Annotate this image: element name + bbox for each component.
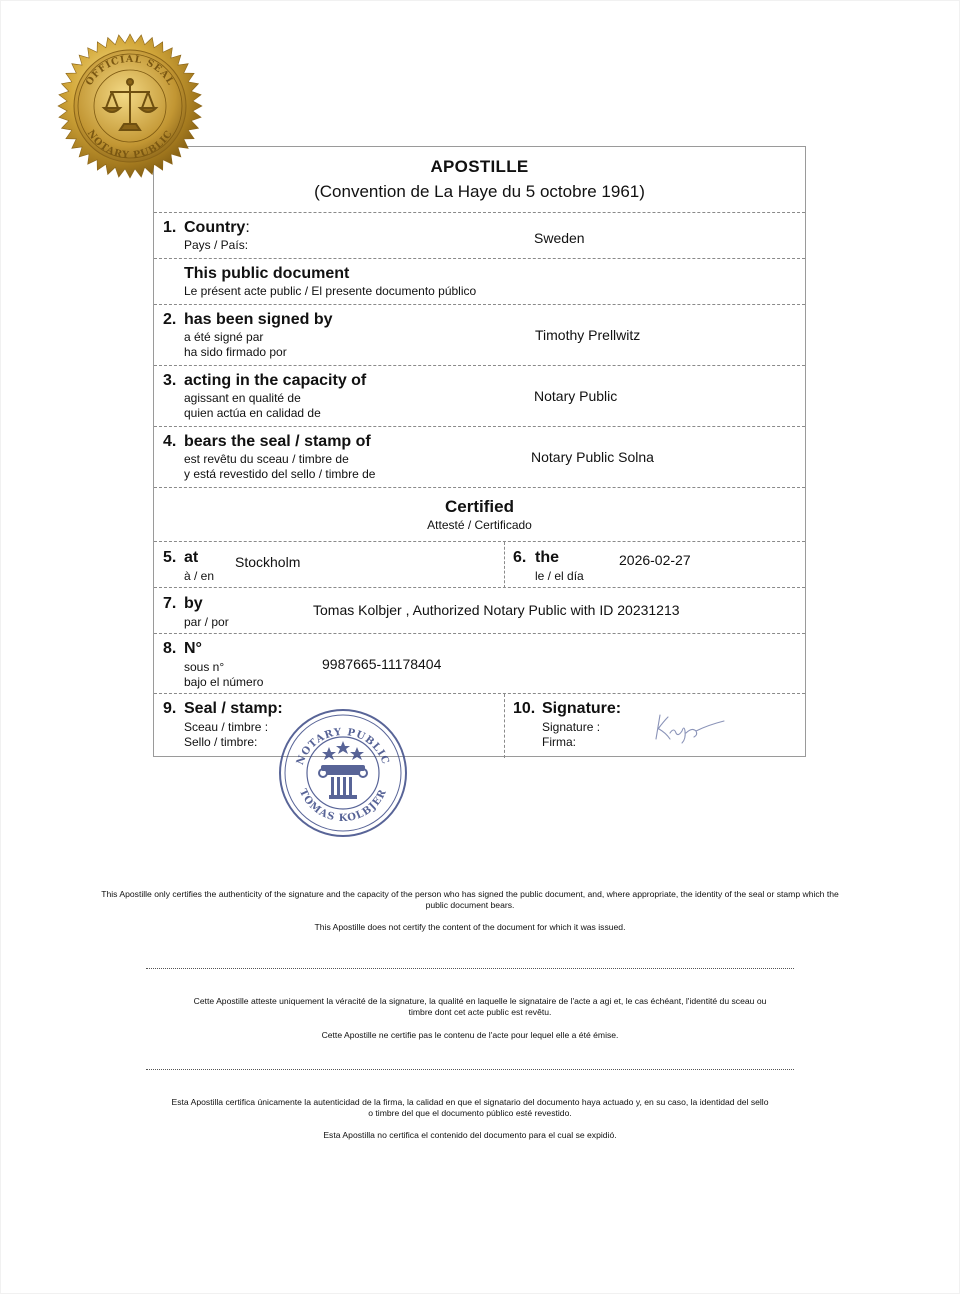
signed-by-label: has been signed by bbox=[184, 311, 333, 328]
row-place-date bbox=[154, 541, 805, 588]
field-number: 1. bbox=[163, 219, 177, 236]
date-sub-label: le / el día bbox=[535, 569, 584, 583]
seal-stamp-label: Seal / stamp: bbox=[184, 700, 283, 717]
apostille-form bbox=[153, 146, 806, 757]
row-public-document bbox=[154, 258, 805, 305]
seal-stamp-sub-es: Sello / timbre: bbox=[184, 735, 258, 749]
field-number: 7. bbox=[163, 595, 177, 612]
seal-of-sub-es: y está revestido del sello / timbre de bbox=[184, 467, 376, 481]
apostille-subtitle: (Convention de La Haye du 5 octobre 1961) bbox=[314, 182, 645, 201]
handwritten-signature bbox=[652, 705, 732, 747]
stamp-ring-top: NOTARY PUBLIC bbox=[294, 726, 392, 767]
note-en-content: This Apostille does not certify the content of the document for which it was issued. bbox=[314, 922, 626, 932]
capacity-label: acting in the capacity of bbox=[184, 372, 367, 389]
date-label: the bbox=[535, 549, 559, 566]
apostille-header bbox=[154, 147, 805, 212]
signed-by-sub-fr: a été signé par bbox=[184, 330, 264, 344]
number-label: N° bbox=[184, 640, 202, 657]
field-number: 6. bbox=[513, 549, 527, 566]
seal-stamp-sub-fr: Sceau / timbre : bbox=[184, 720, 269, 734]
row-seal-of bbox=[154, 426, 805, 488]
capacity-sub-fr: agissant en qualité de bbox=[184, 391, 301, 405]
note-en-authenticity: This Apostille only certifies the authenticity of the signature and the capacity of the person who has signed the public document, and, where appropriate, the identity of the seal or stamp which the public document bears. bbox=[101, 889, 839, 910]
country-label: Country: bbox=[184, 219, 250, 236]
separator bbox=[146, 1069, 794, 1070]
public-document-label: This public document bbox=[184, 265, 350, 282]
gold-seal-icon bbox=[56, 32, 204, 180]
note-fr-content: Cette Apostille ne certifie pas le contenu de l'acte pour lequel elle a été émise. bbox=[321, 1030, 619, 1040]
seal-of-value: Notary Public Solna bbox=[531, 449, 654, 465]
gold-seal-ring-bottom: NOTARY PUBLIC bbox=[84, 128, 176, 162]
date-value: 2026-02-27 bbox=[619, 552, 691, 568]
field-number: 3. bbox=[163, 372, 177, 389]
capacity-sub-es: quien actúa en calidad de bbox=[184, 406, 321, 420]
apostille-title: APOSTILLE bbox=[430, 157, 529, 176]
seal-of-label: bears the seal / stamp of bbox=[184, 433, 371, 450]
row-signed-by bbox=[154, 304, 805, 366]
field-number: 8. bbox=[163, 640, 177, 657]
row-capacity bbox=[154, 365, 805, 427]
row-certified bbox=[154, 487, 805, 542]
at-sub-label: à / en bbox=[184, 569, 215, 583]
signed-by-sub-es: ha sido firmado por bbox=[184, 345, 287, 359]
field-number: 4. bbox=[163, 433, 177, 450]
public-document-sub-label: Le présent acte public / El presente documento público bbox=[184, 284, 477, 298]
at-label: at bbox=[184, 549, 199, 566]
column-divider bbox=[504, 542, 505, 588]
capacity-value: Notary Public bbox=[534, 388, 618, 404]
country-sub-label: Pays / País: bbox=[184, 238, 249, 252]
seal-of-sub-fr: est revêtu du sceau / timbre de bbox=[184, 452, 349, 466]
certified-title: Certified bbox=[445, 497, 514, 516]
stamp-ring-bottom: TOMAS KOLBJER bbox=[296, 787, 390, 825]
signature-label: Signature: bbox=[542, 700, 622, 717]
field-number: 10. bbox=[513, 700, 536, 717]
signature-sub-fr: Signature : bbox=[542, 720, 601, 734]
note-es-authenticity: Esta Apostilla certifica únicamente la autenticidad de la firma, la calidad en que el signatario del documento haya actuado y, en su caso, la identidad del sello o timbre del que el documento público esté revestido. bbox=[171, 1097, 769, 1118]
row-country bbox=[154, 212, 805, 259]
field-number: 5. bbox=[163, 549, 177, 566]
by-sub-label: par / por bbox=[184, 615, 229, 629]
number-sub-fr: sous n° bbox=[184, 660, 225, 674]
note-es-content: Esta Apostilla no certifica el contenido del documento para el cual se expidió. bbox=[323, 1130, 617, 1140]
row-number bbox=[154, 633, 805, 694]
by-value: Tomas Kolbjer , Authorized Notary Public with ID 20231213 bbox=[313, 602, 680, 618]
separator bbox=[146, 968, 794, 969]
gold-seal-ring-top: OFFICIAL SEAL bbox=[83, 53, 177, 88]
notary-stamp-icon bbox=[277, 707, 409, 839]
column-capital-icon bbox=[319, 741, 367, 799]
note-fr-authenticity: Cette Apostille atteste uniquement la véracité de la signature, la qualité en laquelle le signataire de l'acte a agi et, le cas échéant, l'identité du sceau ou timbre dont cet acte public est revêtu. bbox=[193, 996, 767, 1017]
number-sub-es: bajo el número bbox=[184, 675, 264, 689]
field-number: 2. bbox=[163, 311, 177, 328]
signature-sub-es: Firma: bbox=[542, 735, 576, 749]
at-value: Stockholm bbox=[235, 554, 301, 570]
number-value: 9987665-11178404 bbox=[322, 656, 442, 672]
signed-by-value: Timothy Prellwitz bbox=[535, 327, 641, 343]
country-value: Sweden bbox=[534, 230, 585, 246]
column-divider bbox=[504, 694, 505, 758]
field-number: 9. bbox=[163, 700, 177, 717]
by-label: by bbox=[184, 595, 203, 612]
certified-sub-label: Attesté / Certificado bbox=[427, 518, 532, 532]
row-by bbox=[154, 587, 805, 634]
